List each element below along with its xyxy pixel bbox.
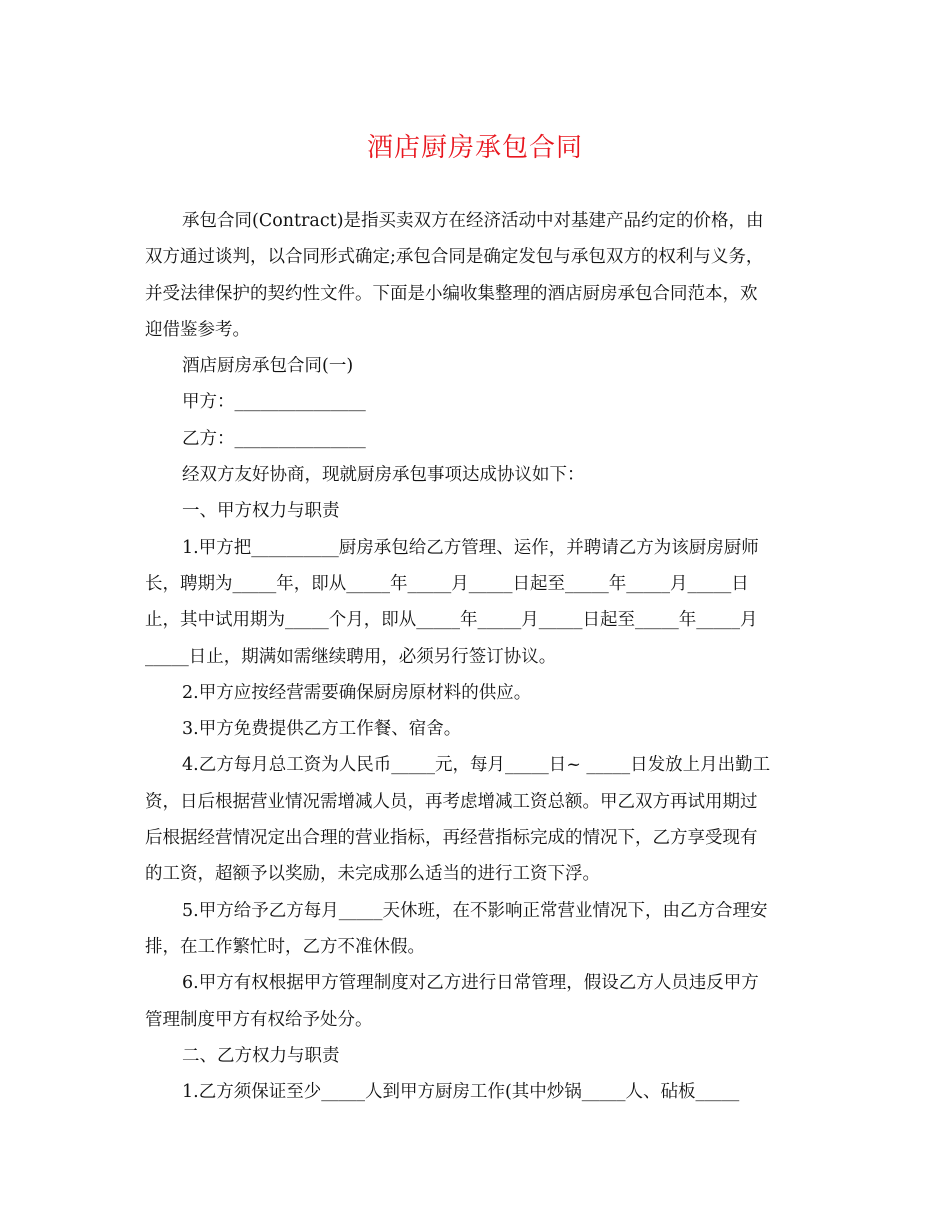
paragraph-line: 承包合同(Contract)是指买卖双方在经济活动中对基建产品约定的价格，由 — [182, 211, 764, 231]
clause-line: 长，聘期为_____年，即从_____年_____月_____日起至_____年_____月_____日 — [145, 573, 749, 594]
section-subtitle: 酒店厨房承包合同(一) — [182, 356, 354, 377]
paragraph-line: 双方通过谈判，以合同形式确定;承包合同是确定发包与承包双方的权利与义务， — [145, 247, 764, 268]
paragraph-line: 并受法律保护的契约性文件。下面是小编收集整理的酒店厨房承包合同范本，欢 — [145, 283, 758, 304]
clause-line: 资，日后根据营业情况需增减人员，再考虑增减工资总额。甲乙双方再试用期过 — [145, 791, 758, 812]
clause-line: 1.乙方须保证至少_____人到甲方厨房工作(其中炒锅_____人、砧板_____ — [182, 1082, 740, 1103]
clause-line: 5.甲方给予乙方每月_____天休班，在不影响正常营业情况下，由乙方合理安 — [182, 900, 768, 921]
clause-line: 4.乙方每月总工资为人民币_____元，每月_____日~ _____日发放上月出勤工 — [182, 755, 771, 776]
clause-line: 3.甲方免费提供乙方工作餐、宿舍。 — [182, 719, 462, 740]
clause-line: _____日止，期满如需继续聘用，必须另行签订协议。 — [145, 646, 557, 667]
document-title: 酒店厨房承包合同 — [366, 133, 583, 163]
clause-line: 6.甲方有权根据甲方管理制度对乙方进行日常管理，假设乙方人员违反甲方 — [182, 973, 759, 994]
clause-line: 2.甲方应按经营需要确保厨房原材料的供应。 — [182, 682, 532, 703]
document-body — [145, 203, 805, 1110]
paragraph-line: 迎借鉴参考。 — [145, 319, 250, 340]
clause-line: 后根据经营情况定出合理的营业指标，再经营指标完成的情况下，乙方享受现有 — [145, 828, 758, 849]
clause-line: 管理制度甲方有权给予处分。 — [145, 1009, 373, 1030]
clause-line: 1.甲方把__________厨房承包给乙方管理、运作，并聘请乙方为该厨房厨师 — [182, 537, 759, 558]
clause-line: 排，在工作繁忙时，乙方不准休假。 — [145, 936, 425, 957]
clause-line: 止，其中试用期为_____个月，即从_____年_____月_____日起至_____年_____月 — [145, 610, 758, 631]
party-b-field: 乙方：_______________ — [182, 428, 366, 449]
clause-line: 的工资，超额予以奖励，未完成那么适当的进行工资下浮。 — [145, 864, 600, 885]
party-a-field: 甲方：_______________ — [182, 392, 366, 413]
section-heading: 一、甲方权力与职责 — [182, 501, 340, 522]
paragraph-line: 经双方友好协商，现就厨房承包事项达成协议如下： — [182, 465, 585, 486]
section-heading: 二、乙方权力与职责 — [182, 1045, 340, 1066]
